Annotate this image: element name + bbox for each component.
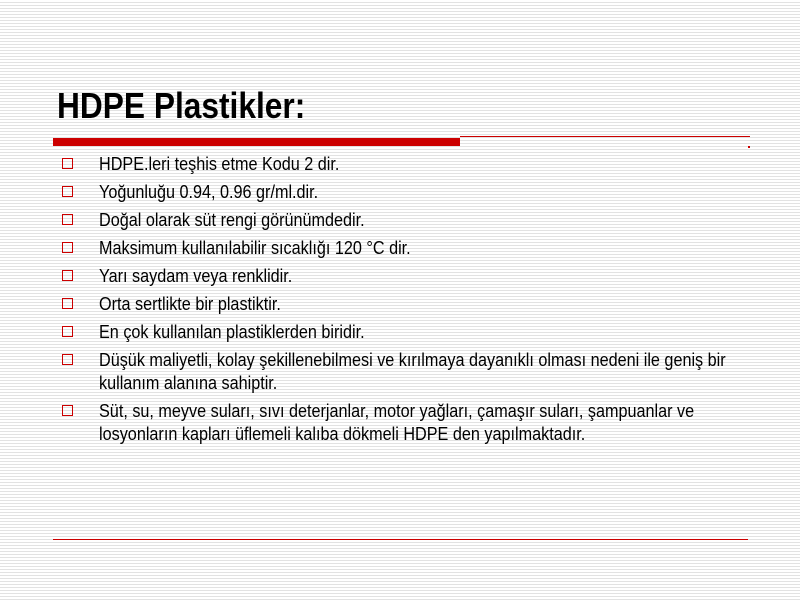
bullet-item [60,237,750,260]
title-underline-thin [460,136,750,137]
bullet-text: Doğal olarak süt rengi görünümdedir. [99,210,365,230]
title-underline-thick [53,138,460,146]
bullet-text: HDPE.leri teşhis etme Kodu 2 dir. [99,154,340,174]
bullet-item [60,349,750,395]
bullet-item [60,400,750,446]
bullet-item [60,321,750,344]
hollow-square-bullet-icon [62,214,73,225]
hollow-square-bullet-icon [62,326,73,337]
bullet-text: Maksimum kullanılabilir sıcaklığı 120 °C dir. [99,238,411,258]
bullet-item [60,293,750,316]
bullet-item [60,181,750,204]
hollow-square-bullet-icon [62,405,73,416]
bullet-item [60,265,750,288]
bullet-text: Düşük maliyetli, kolay şekillenebilmesi ve kırılmaya dayanıklı olması nedeni ile geniş bir kullanım alanına sahiptir. [99,350,726,393]
hollow-square-bullet-icon [62,270,73,281]
bullet-item [60,209,750,232]
bullet-item [60,153,750,176]
bullet-text: Orta sertlikte bir plastiktir. [99,294,281,314]
hollow-square-bullet-icon [62,298,73,309]
bullet-text: Yoğunluğu 0.94, 0.96 gr/ml.dir. [99,182,319,202]
hollow-square-bullet-icon [62,158,73,169]
hollow-square-bullet-icon [62,186,73,197]
hollow-square-bullet-icon [62,354,73,365]
slide-title: HDPE Plastikler: [57,85,306,126]
bullet-list [60,153,750,451]
title-underline-dot [748,146,750,148]
bullet-text: Yarı saydam veya renklidir. [99,266,293,286]
footer-divider [53,539,748,540]
hollow-square-bullet-icon [62,242,73,253]
bullet-text: Süt, su, meyve suları, sıvı deterjanlar, motor yağları, çamaşır suları, şampuanlar ve losyonların kapları üflemeli kalıba dökmeli HDPE den yapılmaktadır. [99,401,695,444]
bullet-text: En çok kullanılan plastiklerden biridir. [99,322,365,342]
